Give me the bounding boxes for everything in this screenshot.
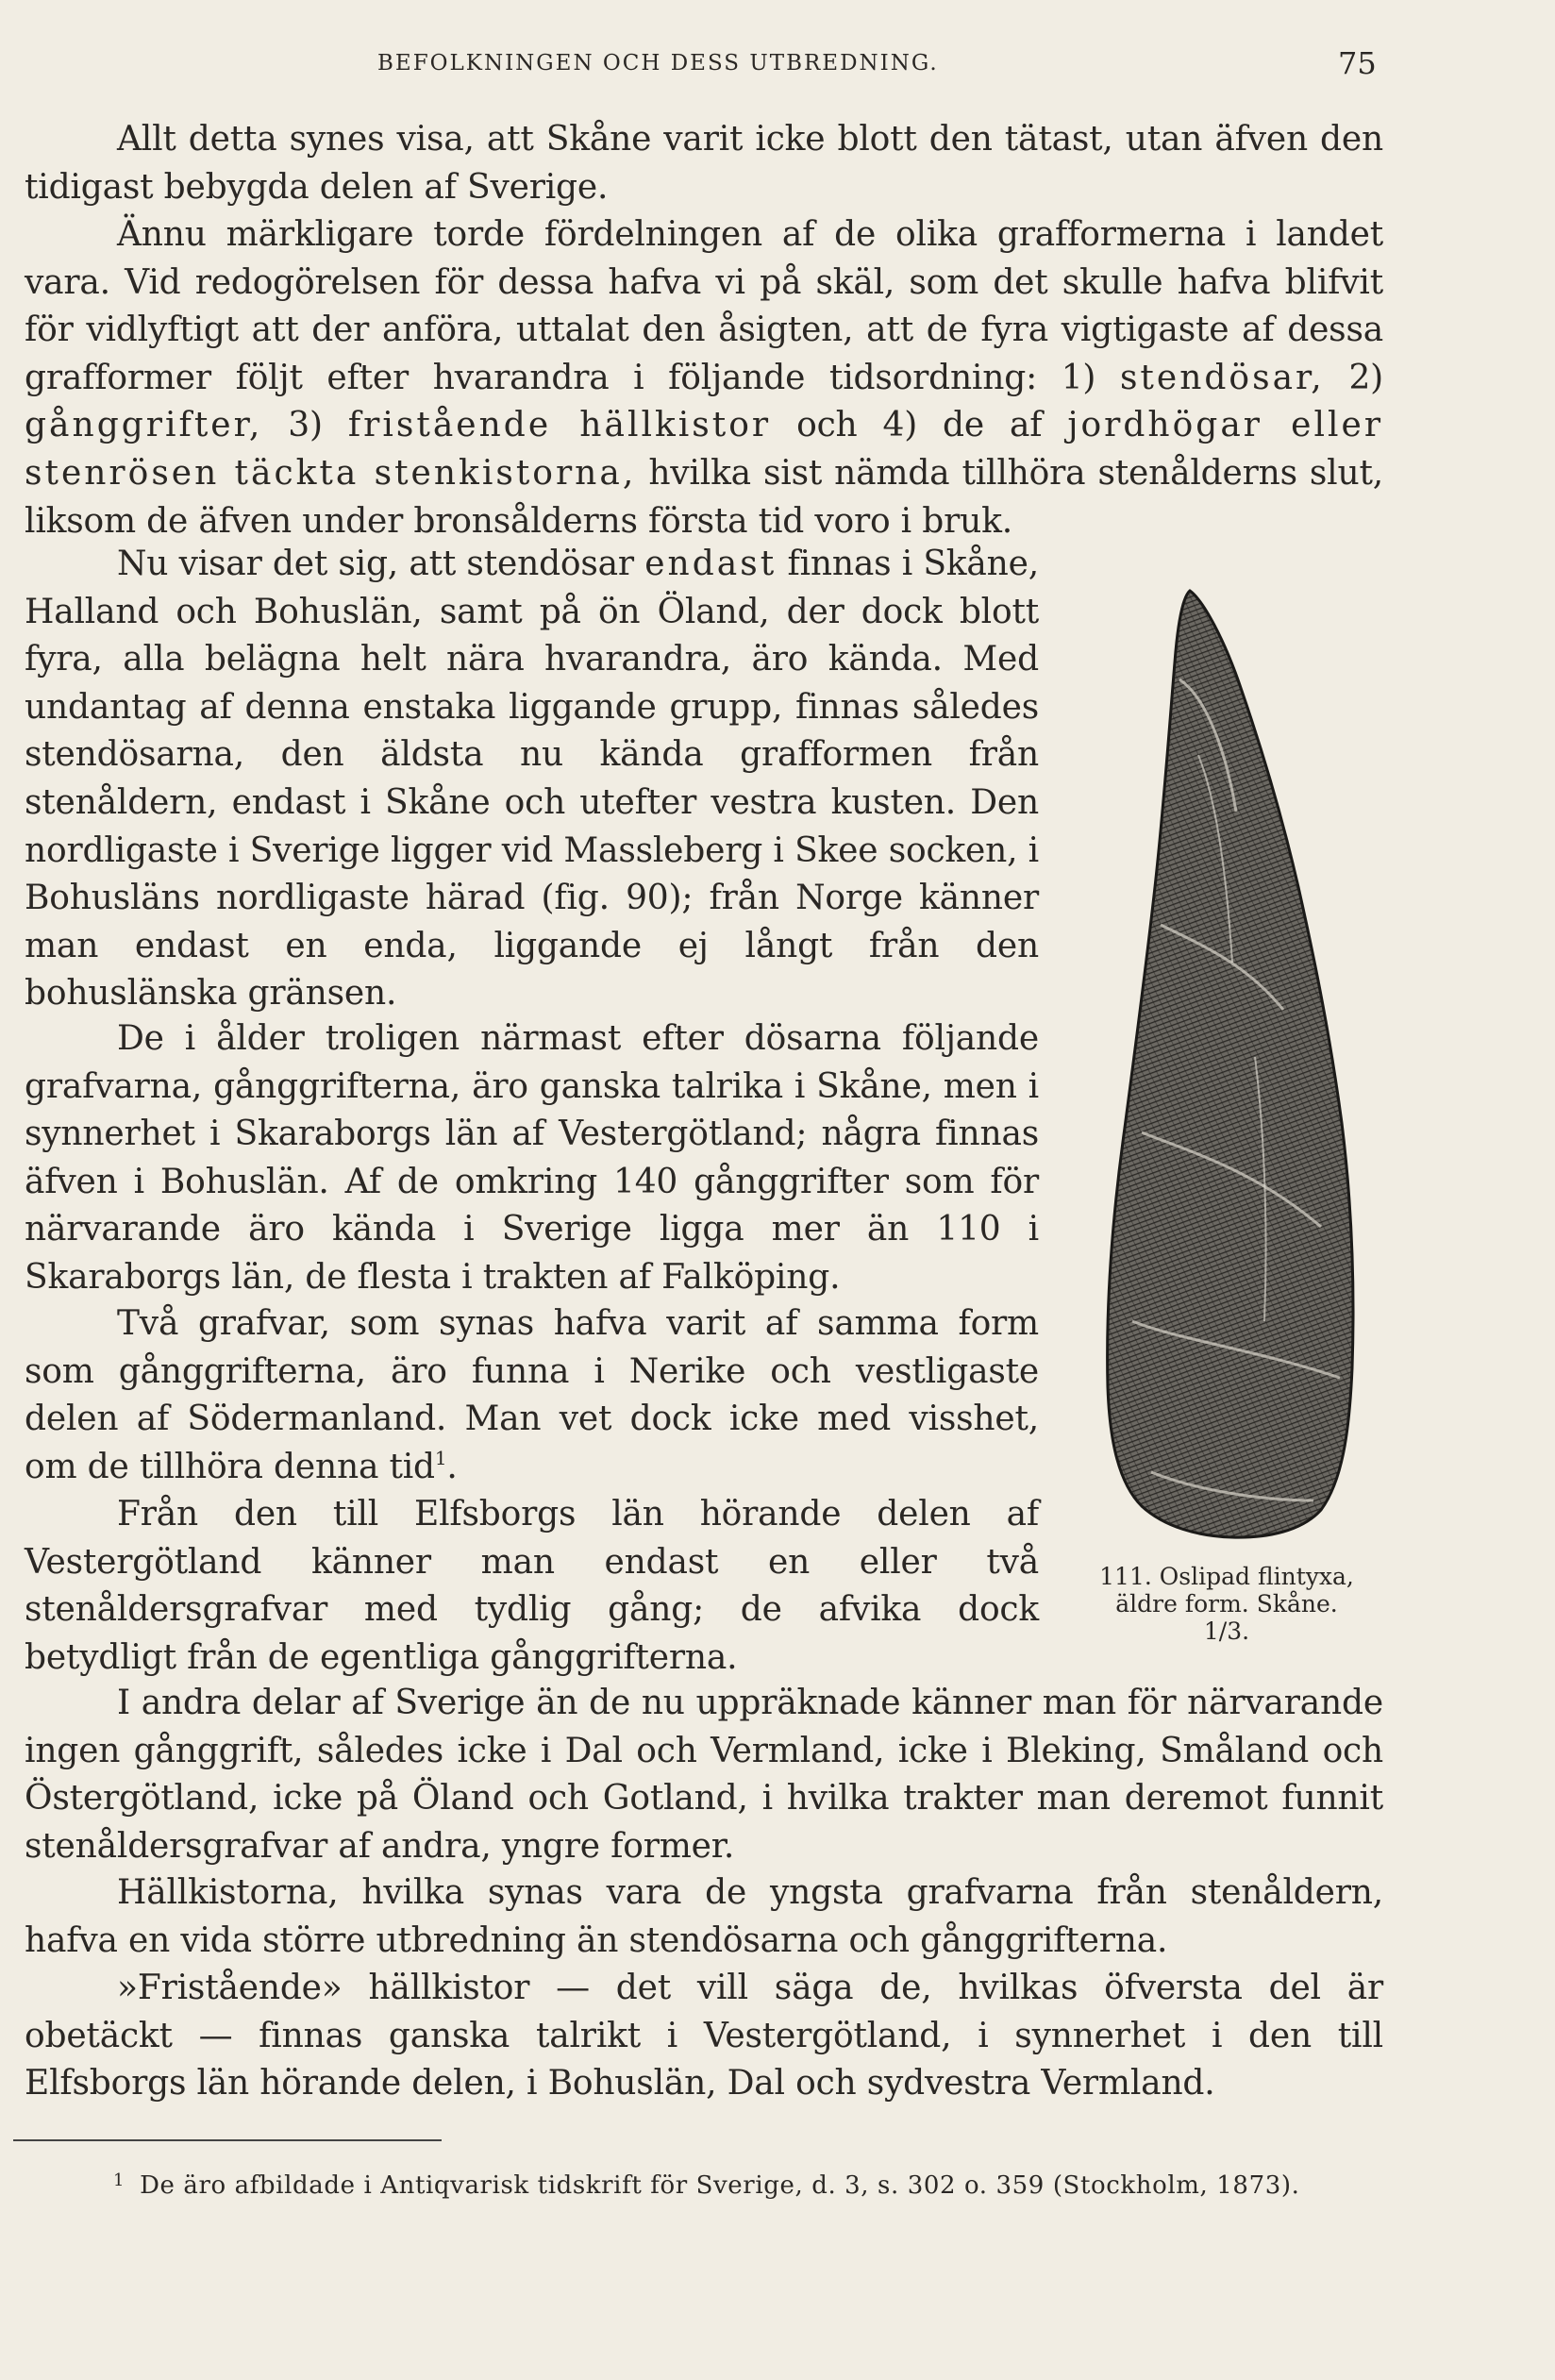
emphasis-endast: endast <box>644 545 778 583</box>
paragraph-5: Två grafvar, som synas hafva varit af samma form som gånggrifterna, äro funna i Nerike och vestligaste delen af Södermanland. Man vet dock icke med visshet, om de tillhöra denna tid$^1$. <box>25 1304 1039 1486</box>
running-head: BEFOLKNINGEN OCH DESS UTBREDNING. <box>377 51 939 75</box>
paragraph-7: I andra delar af Sverige än de nu uppräknade känner man för närvarande ingen gånggrift, således icke i Dal och Vermland, icke i Bleking, Småland och Östergötland, icke på Öland och Gotland, i hvilka trakter man deremot funnit stenåldersgrafvar af andra, yngre former. <box>25 1684 1383 1866</box>
paragraph-4: De i ålder troligen närmast efter dösarna följande grafvarna, gånggrifterna, äro ganska talrika i Skåne, men i synnerhet i Skaraborgs län af Vestergötland; några finnas äfven i Bohuslän. Af de omkring 140 gånggrifter som för närvarande äro kända i Sverige ligga mer än 110 i Skaraborgs län, de flesta i trakten af Falköping. <box>25 1019 1039 1297</box>
paragraph-3: Nu visar det sig, att stendösar endast finnas i Skåne, Halland och Bohuslän, samt på ön Öland, der dock blott fyra, alla belägna helt nära hvarandra, äro kända. Med undantag af denna enstaka liggande grupp, finnas således stendösarna, den äldsta nu kända grafformen från stenåldern, endast i Skåne och utefter vestra kusten. Den nordligaste i Sverige ligger vid Massleberg i Skee socken, i Bohusläns nordligaste härad (fig. 90); från Norge känner man endast en enda, liggande ej långt från den bohuslänska gränsen. <box>25 545 1040 1014</box>
caption-line-1: 111. Oslipad flintyxa, <box>1099 1563 1354 1590</box>
term-ganggrifter: gånggrifter, <box>25 406 263 445</box>
paragraph-2: Ännu märkligare torde fördelningen af de olika grafformerna i landet vara. Vid redogörelsen för dessa hafva vi på skäl, som det skulle hafva blifvit för vidlyftigt att der anföra, uttalat den åsigten, att de fyra vigtigaste af dessa grafformer följt efter hvarandra i följande tidsordning: 1) stendösar, 2) gånggrifter, 3) fristående hällkistor och 4) de af jordhögar eller stenrösen täckta stenkistorna, hvilka sist nämda tillhöra stenålderns slut, liksom de äfven under bronsålderns första tid voro i bruk. <box>25 215 1384 541</box>
paragraph-9: »Fristående» hällkistor — det vill säga de, hvilkas öfversta del är obetäckt — finnas ganska talrikt i Vestergötland, i synnerhet i den till Elfsborgs län hörande delen, i Bohuslän, Dal och sydvestra Vermland. <box>25 1969 1383 2103</box>
flint-axe-illustration <box>1066 566 1378 1548</box>
footnote-rule <box>13 2139 442 2141</box>
term-fristaende-hallkistor: fristående hällkistor <box>347 406 772 445</box>
figure-caption <box>1066 1563 1387 1645</box>
paragraph-8: Hällkistorna, hvilka synas vara de yngsta grafvarna från stenåldern, hafva en vida större utbredning än stendösarna och gånggrifterna. <box>25 1873 1383 1960</box>
caption-line-2: äldre form. Skåne. <box>1115 1590 1338 1617</box>
footnote-text: De äro afbildade i Antiqvarisk tidskrift för Sverige, d. 3, s. 302 o. 359 (Stockholm, 1873). <box>140 2171 1300 2200</box>
footnote-mark: 1 <box>113 2170 125 2190</box>
page-number: 75 <box>1338 45 1377 81</box>
term-stenkistorna: jordhögar eller stenrösen täckta stenkistorna, <box>25 406 1384 493</box>
figure-flint-axe <box>1066 566 1378 1633</box>
term-stendosar: stendösar, <box>1119 358 1325 397</box>
paragraph-6: Från den till Elfsborgs län hörande delen af Vestergötland känner man endast en eller två stenåldersgrafvar med tydlig gång; de afvika dock betydligt från de egentliga gånggrifterna. <box>25 1495 1039 1677</box>
footnote <box>113 2165 1406 2202</box>
paragraph-1: Allt detta synes visa, att Skåne varit icke blott den tätast, utan äfven den tidigast bebygda delen af Sverige. <box>25 120 1383 207</box>
footnote-reference: 1 <box>434 1446 447 1469</box>
caption-scale: 1/3. <box>1203 1617 1250 1645</box>
page-header <box>0 45 1555 83</box>
